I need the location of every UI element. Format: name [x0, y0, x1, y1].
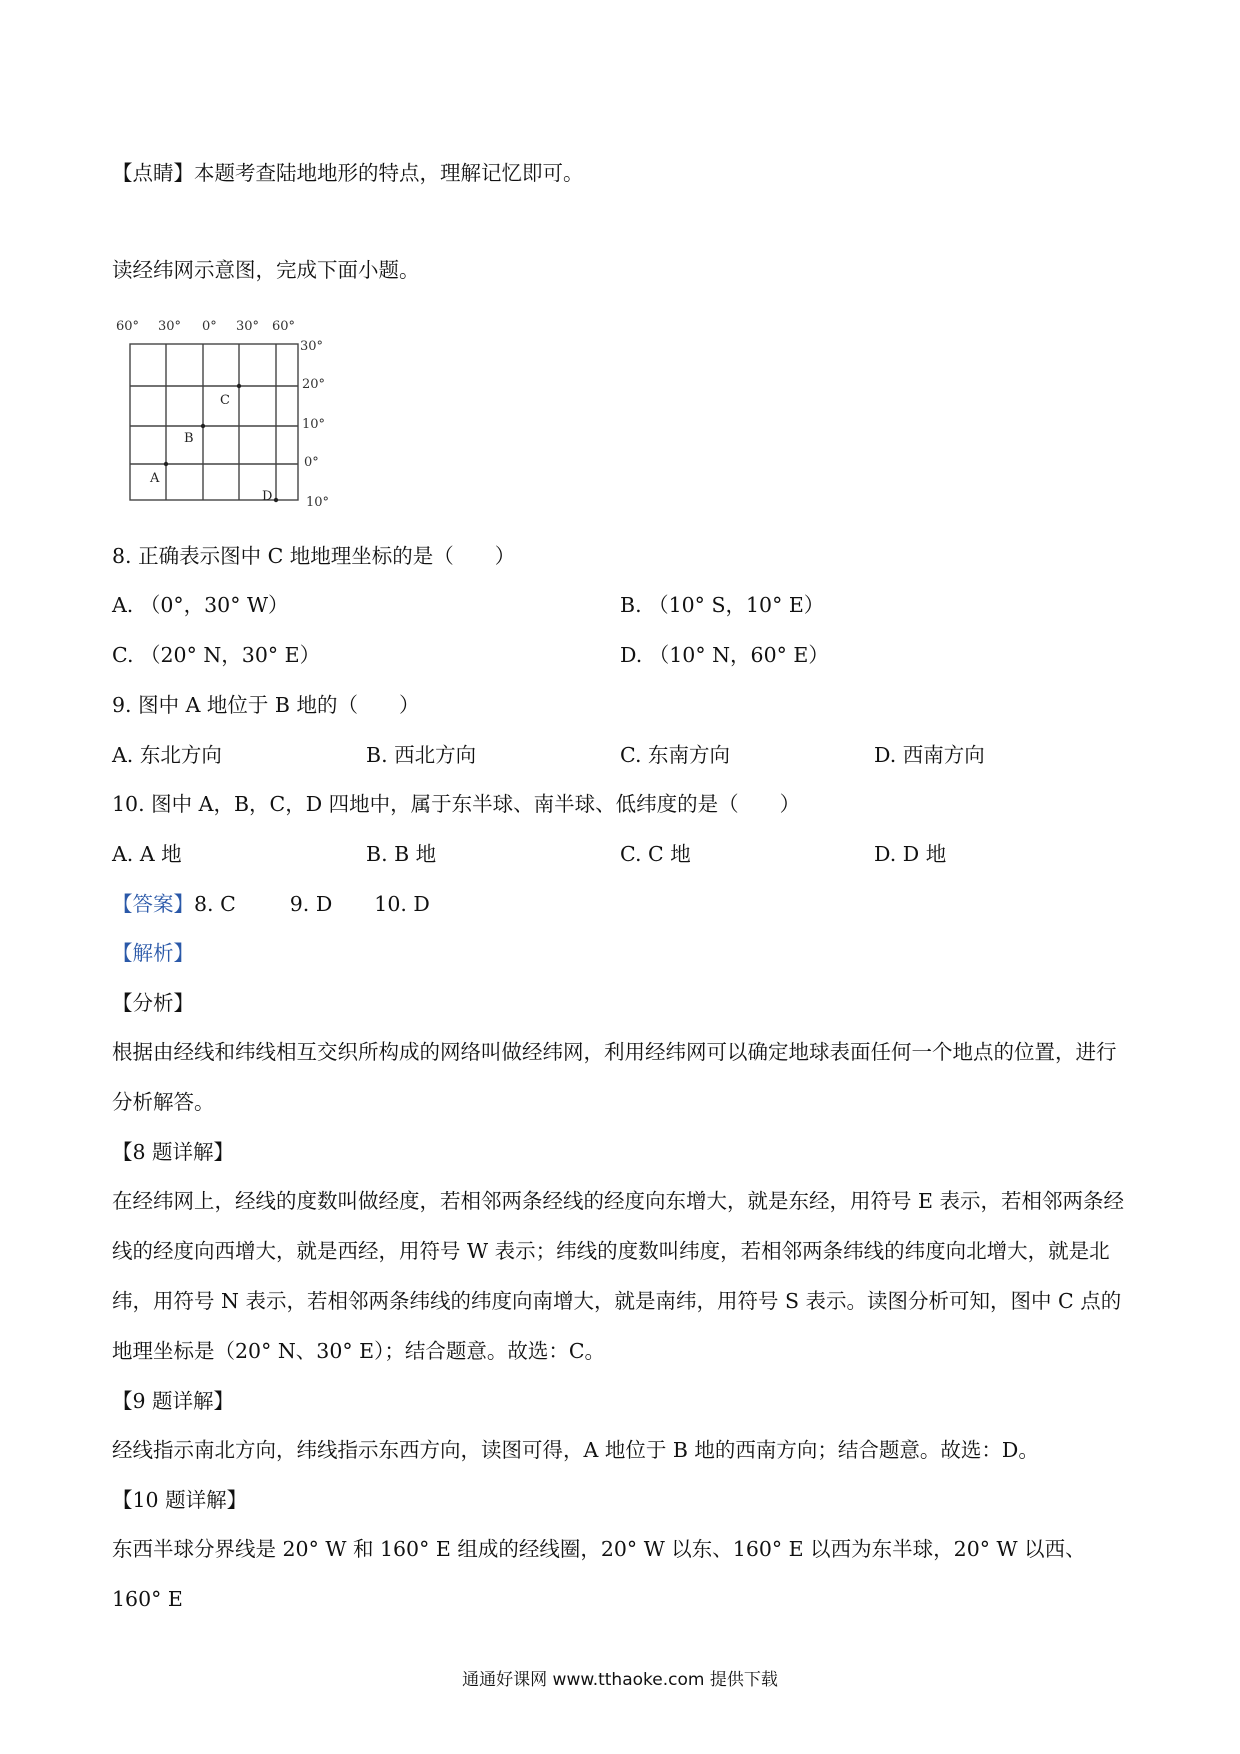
- answer-line: [112, 889, 430, 919]
- q8-option-b: B. （10° S，10° E）: [620, 593, 825, 617]
- lon-label: 60°: [116, 319, 140, 334]
- answer-item: 10. D: [374, 892, 430, 916]
- q9-detail-text: 经线指示南北方向，纬线指示东西方向，读图可得，A 地位于 B 地的西南方向；结合题意。故选：D。: [112, 1438, 1039, 1462]
- point-label-d: D: [262, 489, 273, 504]
- q9-option-c: C. 东南方向: [620, 743, 730, 767]
- point-d-dot: [274, 498, 278, 502]
- q10-option-d: D. D 地: [874, 842, 947, 866]
- q8-option-d: D. （10° N，60° E）: [620, 643, 829, 667]
- point-a-dot: [164, 462, 168, 466]
- lat-label: 20°: [302, 377, 326, 392]
- point-b-dot: [201, 424, 205, 428]
- lat-labels: [300, 339, 329, 510]
- q8-detail-text: 在经纬网上，经线的度数叫做经度，若相邻两条经线的经度向东增大，就是东经，用符号 E 表示，若相邻两条经线的经度向西增大，就是西经，用符号 W 表示；纬线的度数叫纬度，若相邻两条纬线的纬度向北增大，就是北纬，用符号 N 表示，若相邻两条纬线的纬度向南增大，就是南纬，用符号 S 表示。读图分析可知，图中 C 点的地理坐标是（20° N、30° E）；结合题意。故选：C。: [112, 1189, 1124, 1363]
- point-label-a: A: [150, 471, 160, 486]
- point-label-b: B: [184, 431, 194, 446]
- lon-label: 0°: [202, 319, 217, 334]
- q9-option-b: B. 西北方向: [366, 743, 477, 767]
- answer-item: 9. D: [289, 892, 333, 916]
- q10-stem: 10. 图中 A，B，C，D 四地中，属于东半球、南半球、低纬度的是（ ）: [112, 792, 801, 816]
- lon-label: 30°: [236, 319, 260, 334]
- jiexi-label: 【解析】: [112, 941, 194, 965]
- fenxi-label: 【分析】: [112, 991, 194, 1015]
- q8-option-c: C. （20° N，30° E）: [112, 643, 321, 667]
- fenxi-text: 根据由经线和纬线相互交织所构成的网络叫做经纬网，利用经纬网可以确定地球表面任何一个地点的位置，进行分析解答。: [112, 1040, 1117, 1114]
- q10-detail-text: 东西半球分界线是 20° W 和 160° E 组成的经线圈，20° W 以东、160° E 以西为东半球，20° W 以西、160° E: [112, 1537, 1086, 1611]
- answer-item: 8. C: [194, 892, 236, 916]
- page-footer: 通通好课网 www.tthaoke.com 提供下载: [462, 1670, 778, 1690]
- q8-option-a: A. （0°，30° W）: [112, 593, 289, 617]
- intro-text: 读经纬网示意图，完成下面小题。: [112, 258, 420, 282]
- lat-label: 30°: [300, 339, 324, 354]
- q10-option-a: A. A 地: [112, 842, 182, 866]
- q8-stem: 8. 正确表示图中 C 地地理坐标的是（ ）: [112, 544, 516, 568]
- q9-option-d: D. 西南方向: [874, 743, 985, 767]
- dianjing-note: 【点睛】本题考查陆地地形的特点，理解记忆即可。: [112, 161, 584, 185]
- q10-option-c: C. C 地: [620, 842, 691, 866]
- q10-detail-label: 【10 题详解】: [112, 1488, 248, 1512]
- q8-detail-label: 【8 题详解】: [112, 1140, 235, 1164]
- answer-label: 【答案】: [112, 892, 194, 916]
- q9-detail-label: 【9 题详解】: [112, 1389, 235, 1413]
- lat-label: 10°: [306, 495, 330, 510]
- point-c-dot: [237, 384, 241, 388]
- lon-labels: [116, 319, 295, 334]
- point-labels: [149, 393, 272, 504]
- graticule-figure: [112, 316, 342, 516]
- lon-label: 60°: [272, 319, 296, 334]
- q10-option-b: B. B 地: [366, 842, 437, 866]
- lat-label: 0°: [304, 455, 319, 470]
- lat-label: 10°: [302, 417, 326, 432]
- point-label-c: C: [220, 393, 230, 408]
- lon-label: 30°: [158, 319, 182, 334]
- q9-stem: 9. 图中 A 地位于 B 地的（ ）: [112, 693, 420, 717]
- q9-option-a: A. 东北方向: [112, 743, 222, 767]
